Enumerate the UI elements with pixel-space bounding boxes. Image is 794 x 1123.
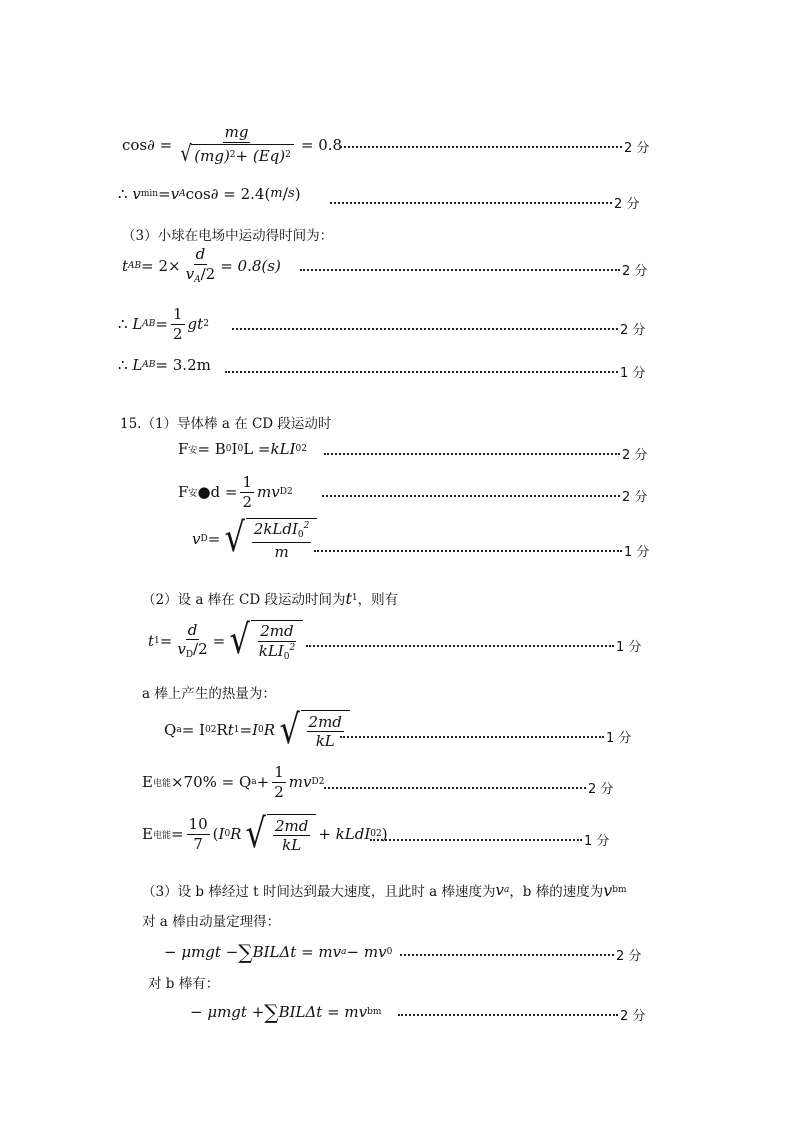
score-line	[400, 945, 641, 964]
symbol: I	[218, 825, 225, 843]
symbol: E	[142, 773, 153, 791]
formula-q-a	[164, 707, 352, 753]
sqrt: √ (mg) 2 + (Eq) 2	[179, 144, 294, 166]
text: （3）设 b 棒经过 t 时间达到最大速度，且此时 a 棒速度为	[142, 884, 496, 900]
power: 2	[229, 150, 236, 161]
therefore-symbol: ∴	[118, 356, 128, 374]
symbol: t	[227, 721, 234, 739]
subscript: 0	[225, 444, 232, 454]
fraction	[175, 622, 209, 661]
numerator: 1	[274, 763, 284, 781]
score-line	[370, 830, 609, 849]
sqrt: √ $\frac{2md}{kL}$	[277, 710, 350, 750]
formula-rhs: gt	[187, 315, 204, 333]
score-label: 1 分	[584, 834, 610, 849]
power: 2	[318, 777, 325, 787]
power: 2	[301, 444, 307, 454]
formula-f-an	[178, 440, 307, 458]
term: (mg)	[194, 146, 230, 165]
subscript: D	[200, 534, 208, 545]
formula-cos-theta	[122, 124, 342, 166]
subscript: 0	[224, 829, 231, 839]
symbol: F	[178, 440, 189, 458]
formula-text: = 2×	[141, 256, 181, 275]
subscript: bm	[367, 1007, 382, 1017]
section-label: （3）小球在电场中运动得时间为：	[122, 228, 334, 244]
subscript: A	[179, 188, 186, 199]
denominator: 7	[193, 834, 203, 853]
term: kLI	[258, 641, 284, 660]
subscript: A	[194, 274, 201, 285]
fraction	[240, 474, 254, 510]
fraction	[257, 623, 297, 662]
symbol: L	[132, 356, 143, 374]
subscript: 安	[188, 445, 198, 456]
denominator	[257, 642, 297, 663]
formula-l-ab-value	[118, 356, 211, 374]
text: ，则有	[357, 592, 399, 608]
numerator	[252, 521, 312, 543]
score-line	[330, 193, 639, 212]
score-label: 2 分	[622, 264, 648, 279]
power: 2	[203, 319, 209, 329]
question-15-heading: 15.（1）导体棒 a 在 CD 段运动时	[120, 416, 332, 432]
score-line	[314, 541, 649, 560]
subscript: 1	[233, 725, 240, 735]
subscript: 0	[297, 530, 304, 540]
subscript: a	[341, 947, 347, 957]
symbol: L	[132, 315, 143, 333]
denominator: 2	[274, 782, 284, 801]
formula-l-ab	[118, 306, 209, 342]
sqrt: √ $\frac{2md}{kL}$	[243, 814, 316, 854]
symbol: R	[216, 721, 228, 739]
numerator: 1	[242, 473, 253, 491]
part-3-heading	[142, 880, 627, 900]
fraction	[171, 306, 185, 342]
symbol: Q	[164, 721, 177, 739]
unit-numerator: m	[270, 186, 283, 201]
subscript: 电能	[152, 778, 171, 789]
formula-text: )	[294, 184, 301, 203]
paren: (	[212, 825, 219, 843]
denominator: $v_A/2$	[185, 264, 216, 285]
equals: =	[212, 632, 226, 651]
term: 2kLdI	[253, 520, 298, 538]
subscript: D	[185, 650, 194, 660]
sum-symbol: ∑	[264, 1000, 279, 1024]
plus: +	[256, 773, 270, 791]
score-label: 2 分	[620, 323, 646, 338]
formula-text: ●d =	[197, 483, 238, 501]
denominator: $v_D/2$	[177, 640, 208, 660]
symbol: v	[495, 881, 504, 899]
power: 2	[289, 642, 296, 653]
symbol: v	[603, 880, 613, 900]
subscript: 0	[386, 947, 393, 957]
formula-energy-split	[142, 764, 324, 800]
momentum-b-label: 对 b 棒有：	[148, 976, 220, 992]
subscript: AB	[142, 319, 156, 329]
score-label: 1 分	[616, 640, 642, 655]
symbol: I	[252, 721, 258, 739]
momentum-a-label: 对 a 棒由动量定理得：	[142, 914, 281, 930]
denominator: kL	[282, 836, 302, 854]
numerator: d	[187, 620, 198, 639]
score-label: 2 分	[614, 197, 640, 212]
subscript: bm	[612, 885, 627, 895]
score-line	[225, 362, 645, 381]
subscript: 0	[237, 444, 244, 454]
fraction	[273, 818, 310, 854]
score-label: 1 分	[624, 545, 650, 560]
symbol: v	[192, 530, 201, 549]
score-line	[300, 260, 647, 279]
numerator: 2md	[274, 816, 309, 835]
fraction	[184, 246, 218, 285]
denominator	[175, 143, 298, 166]
formula-energy-total	[142, 811, 388, 857]
score-line	[398, 1005, 645, 1024]
score-label: 2 分	[588, 782, 614, 797]
formula-rhs: mv	[288, 773, 312, 791]
score-line	[340, 727, 631, 746]
fraction	[175, 124, 298, 166]
symbol: R	[263, 721, 276, 739]
subscript: D	[279, 487, 287, 497]
text: （2）设 a 棒在 CD 段运动时间为	[142, 592, 346, 608]
formula-rhs: = 0.8	[300, 135, 343, 154]
formula-rhs: kLI	[270, 440, 296, 458]
formula-rhs: mv	[257, 483, 280, 501]
formula-work	[178, 474, 293, 510]
formula-t1	[148, 617, 305, 663]
score-label: 2 分	[624, 141, 650, 156]
formula-text: cos∂ = 2.4(	[185, 184, 271, 203]
fraction	[252, 521, 312, 560]
subscript: min	[140, 188, 159, 199]
formula-rhs: − mv	[346, 943, 387, 961]
score-line	[306, 636, 641, 655]
symbol: t	[148, 632, 155, 651]
symbol: v	[132, 184, 141, 203]
text: ，b 棒的速度为	[509, 884, 604, 900]
power: 2	[286, 487, 293, 497]
formula-text: BILΔt = mv	[252, 943, 342, 961]
score-label: 2 分	[616, 949, 642, 964]
power: 2	[210, 725, 217, 735]
symbol: R	[230, 825, 242, 843]
equals: =	[159, 632, 173, 651]
subscript: 1	[154, 636, 160, 647]
formula-v-min: ∴ v min = v A cos∂ = 2.4( m / s )	[118, 184, 301, 203]
formula-text: = I	[181, 721, 205, 739]
subscript: 0	[258, 725, 264, 735]
subscript: D	[311, 777, 319, 787]
numerator: 2md	[308, 712, 342, 731]
therefore-symbol: ∴	[118, 315, 128, 333]
denominator: m	[274, 542, 289, 561]
unit-denominator: s	[288, 186, 295, 201]
equals: =	[155, 315, 168, 333]
term: − μmgt −	[164, 943, 239, 961]
subscript: 电能	[152, 830, 171, 841]
equals: =	[158, 184, 171, 203]
sqrt: √ $\frac{2kLdI_0^2}{m}$	[222, 518, 317, 560]
subscript: 0	[204, 725, 211, 735]
equals: =	[207, 530, 221, 549]
subscript: AB	[142, 360, 156, 370]
power: 2	[303, 521, 310, 531]
formula-text: ×70% = Q	[170, 773, 252, 791]
formula-text: BILΔt = mv	[278, 1003, 368, 1021]
symbol: t	[122, 256, 129, 275]
score-line	[232, 319, 645, 338]
equals: =	[170, 825, 184, 843]
score-label: 2 分	[622, 448, 648, 463]
numerator: 10	[188, 815, 208, 833]
score-label: 2 分	[622, 490, 648, 505]
numerator: 1	[173, 305, 183, 323]
denominator: kL	[315, 732, 335, 750]
term: + kLdI	[318, 825, 371, 843]
formula-rhs: = 0.8(s)	[220, 256, 281, 275]
divisor: 2	[205, 264, 216, 283]
sum-symbol: ∑	[238, 940, 253, 964]
subscript: AB	[128, 260, 142, 271]
subscript: 0	[370, 829, 376, 839]
score-label: 1 分	[620, 366, 646, 381]
fraction	[272, 764, 286, 800]
numerator: d	[195, 245, 206, 263]
term: − μmgt +	[190, 1003, 265, 1021]
numerator: mg	[224, 123, 249, 141]
denominator: 2	[173, 324, 183, 343]
formula-v-d	[192, 515, 319, 561]
symbol: v	[185, 264, 195, 283]
subscript: 0	[283, 651, 290, 662]
formula-text: = B	[197, 440, 226, 458]
score-line	[340, 137, 649, 156]
formula-t-ab	[122, 246, 281, 285]
sqrt: √ $\frac{2md}{kLI_0^2}$	[227, 620, 303, 662]
score-line	[322, 486, 647, 505]
formula-momentum-b	[190, 1000, 381, 1024]
fraction	[187, 816, 210, 852]
symbol: v	[170, 184, 180, 203]
denominator: 2	[242, 492, 253, 511]
subscript: a	[251, 777, 257, 787]
subscript: a	[176, 725, 182, 735]
symbol: E	[142, 825, 153, 843]
symbol: F	[178, 483, 189, 501]
formula-rhs: = 3.2m	[155, 356, 211, 374]
subscript: 0	[295, 444, 302, 454]
symbol: v	[177, 640, 186, 658]
score-line	[324, 778, 613, 797]
divisor: 2	[198, 640, 208, 658]
subscript: 安	[188, 488, 198, 499]
paren: )	[381, 825, 388, 843]
equals: =	[239, 721, 253, 739]
fraction	[307, 714, 344, 750]
therefore-symbol: ∴	[118, 184, 128, 203]
subscript: 1	[351, 593, 358, 603]
score-label: 1 分	[606, 731, 632, 746]
symbol: I	[231, 440, 238, 458]
symbol: t	[345, 588, 352, 608]
subscript: a	[503, 885, 510, 895]
numerator: 2md	[260, 622, 294, 640]
formula-lhs: cos∂ =	[122, 135, 173, 154]
heat-heading: a 棒上产生的热量为：	[142, 686, 276, 702]
formula-text: L =	[243, 440, 271, 458]
term: + (Eq)	[235, 146, 286, 165]
part-2-heading	[142, 588, 398, 608]
formula-momentum-a	[164, 940, 392, 964]
score-label: 2 分	[620, 1009, 646, 1024]
score-line	[324, 444, 647, 463]
power: 2	[376, 829, 382, 839]
power: 2	[285, 150, 291, 161]
